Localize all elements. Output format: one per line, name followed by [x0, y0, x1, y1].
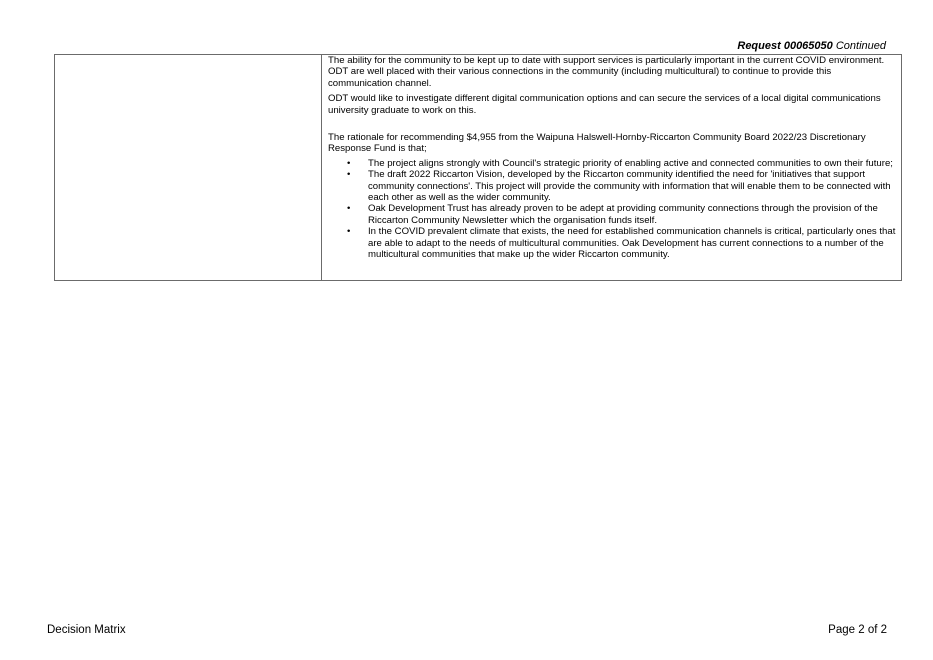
list-item [328, 169, 896, 203]
bullet-icon: • [347, 203, 351, 215]
list-item [328, 158, 896, 169]
bullet-icon: • [347, 169, 351, 181]
bullet-icon: • [347, 157, 351, 169]
bullet-text: Oak Development Trust has already proven to be adept at providing community connections through the provision of the Riccarton Community Newsletter which the organisation funds itself. [368, 203, 878, 226]
request-header [737, 39, 886, 53]
footer-page-number: Page 2 of 2 [828, 624, 887, 636]
bullet-icon: • [347, 226, 351, 238]
bullet-text: The draft 2022 Riccarton Vision, developed by the Riccarton community identified the need for 'initiatives that support community connections'. This project will provide the community with information that will enable them to be connected with each other as well as the wider community. [368, 169, 891, 204]
bullet-text: The project aligns strongly with Council's strategic priority of enabling active and connected communities to own their future; [368, 157, 893, 169]
paragraph-digital-options: ODT would like to investigate different digital communication options and can secure the services of a local digital communications university graduate to work on this. [328, 93, 881, 116]
request-number: Request 00065050 [737, 40, 833, 52]
decision-matrix-table [54, 54, 902, 281]
right-column-cell [322, 55, 901, 280]
list-item [328, 203, 896, 226]
list-item [328, 226, 896, 260]
paragraph-rationale: The rationale for recommending $4,955 from the Waipuna Halswell-Hornby-Riccarton Community Board 2022/23 Discretionary Response Fund is that; [328, 132, 866, 155]
footer-document-title: Decision Matrix [47, 624, 126, 636]
left-column-cell [55, 55, 322, 280]
bullet-text: In the COVID prevalent climate that exists, the need for established communication channels is critical, particularly ones that are able to adapt to the needs of multicultural communities. Oak Development has current connections to a number of the multicultural communities that make up the wider Riccarton community. [368, 226, 896, 261]
continued-label: Continued [835, 40, 886, 52]
paragraph-community-updates: The ability for the community to be kept up to date with support services is particularly important in the current COVID environment. ODT are well placed with their various connections in the community (including multicultural) to continue to provide this communication channel. [328, 55, 885, 89]
rationale-bullet-list [328, 158, 896, 261]
